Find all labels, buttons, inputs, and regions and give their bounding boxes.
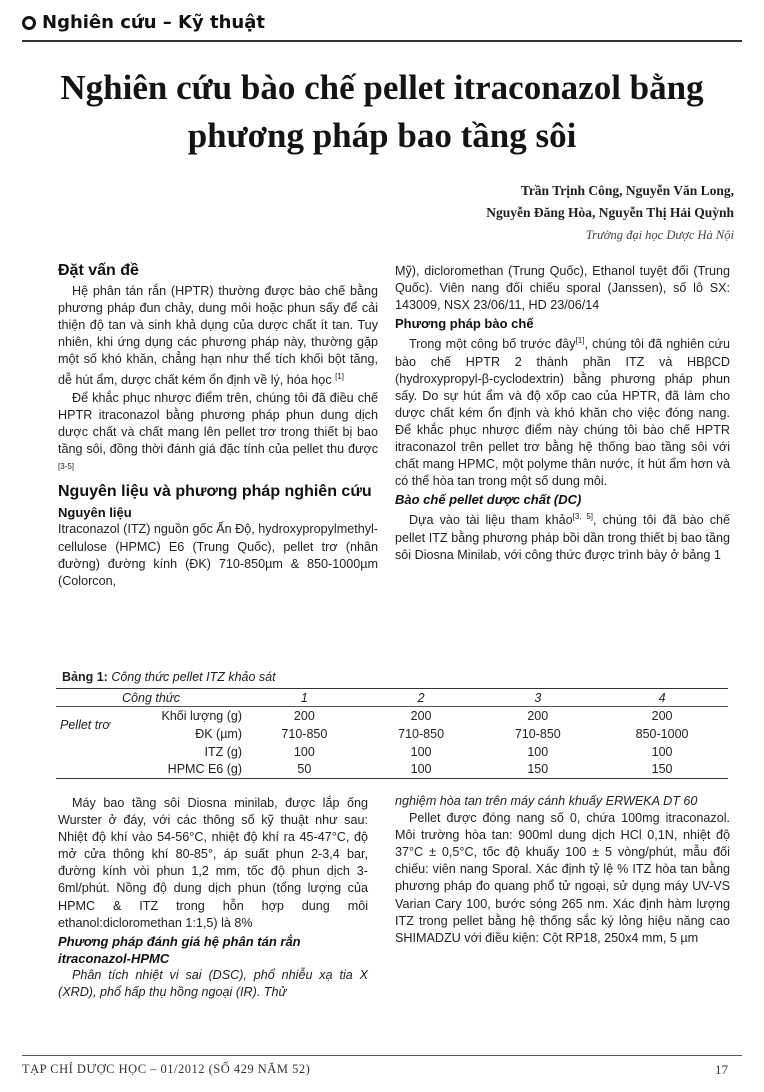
title-line-1: Nghiên cứu bào chế pellet itraconazol bằng bbox=[60, 68, 704, 107]
right-column-top bbox=[395, 263, 730, 564]
paragraph-text: Trong một công bố trước đây bbox=[409, 337, 576, 352]
table-cell: 710-850 bbox=[514, 726, 561, 741]
table-column-header: 4 bbox=[596, 689, 728, 707]
heading-materials-methods: Nguyên liệu và phương pháp nghiên cứu bbox=[58, 483, 372, 501]
right-column-bottom bbox=[395, 793, 730, 947]
heading-preparation-method: Phương pháp bào chế bbox=[395, 316, 534, 332]
left-column-top bbox=[58, 258, 378, 590]
table-caption-text: Công thức pellet ITZ khảo sát bbox=[111, 670, 276, 684]
article-title bbox=[20, 64, 744, 160]
authors-line-2: Nguyễn Đăng Hòa, Nguyễn Thị Hải Quỳnh bbox=[486, 205, 734, 220]
paragraph: nghiệm hòa tan trên máy cánh khuấy ERWEKA DT 60 bbox=[395, 794, 698, 808]
table-cell: 100 bbox=[293, 744, 315, 759]
paragraph bbox=[395, 332, 730, 490]
journal-footer: TẠP CHÍ DƯỢC HỌC – 01/2012 (SỐ 429 NĂM 52) bbox=[22, 1062, 311, 1076]
paragraph: Pellet được đóng nang số 0, chứa 100mg itraconazol. Môi trường hòa tan: 900ml dung dịch HCl 0,1N, nhiệt độ 37°C ± 0,5°C, tốc độ khuấy 100 ± 5 vòng/phút, mẫu đối chiếu: viên nang Sporal. Xác định tỷ lệ % ITZ hòa tan bằng phương pháp đo quang phổ tử ngoại, sử dụng máy UV-VS Varian Cary 100, bước sóng 265 nm. Xác định hàm lượng ITZ trong pellet bằng hệ thống sắc ký lỏng hiệu năng cao SHIMADZU với điều kiện: Cột RP18, 250x4 mm, 5 µm bbox=[395, 811, 730, 945]
citation: [3-5] bbox=[58, 462, 75, 472]
heading-introduction: Đặt vấn đề bbox=[58, 262, 139, 279]
paragraph bbox=[395, 508, 730, 563]
table-cell: 710-850 bbox=[398, 726, 445, 741]
table-cell: 100 bbox=[410, 744, 432, 759]
paragraph-text: Để khắc phục nhược điểm trên, chúng tôi đã điều chế HPTR itraconazol bằng phương pháp phun dung dịch dược chất và chất mang lên pellet trơ trong thiết bị bao tầng sôi, đồng thời đánh giá đặc tính của pellet thu được bbox=[58, 390, 378, 457]
table-header-label: Công thức bbox=[56, 689, 246, 707]
citation: [3, 5] bbox=[572, 512, 594, 522]
table-cell: 150 bbox=[479, 761, 596, 779]
citation: [1] bbox=[575, 336, 585, 346]
table-row bbox=[56, 707, 728, 725]
authors-block bbox=[314, 180, 734, 246]
section-label: Nghiên cứu – Kỹ thuật bbox=[42, 12, 265, 33]
table-caption-label: Bảng 1: bbox=[62, 670, 108, 684]
table-cell: 200 bbox=[293, 708, 315, 723]
table-row bbox=[56, 743, 728, 761]
formula-table bbox=[56, 688, 728, 779]
page-number: 17 bbox=[715, 1062, 728, 1077]
paragraph bbox=[58, 390, 378, 480]
paragraph: Phân tích nhiệt vi sai (DSC), phổ nhiễu xạ tia X (XRD), phổ hấp thụ hồng ngoại (IR). Thử bbox=[58, 967, 368, 999]
table-column-header: 3 bbox=[479, 689, 596, 707]
citation: [1] bbox=[335, 372, 345, 382]
table-cell: 100 bbox=[363, 761, 480, 779]
authors-line-1: Trần Trịnh Công, Nguyễn Văn Long, bbox=[520, 183, 734, 198]
heading-evaluation-method: Phương pháp đánh giá hệ phân tán rắn itraconazol-HPMC bbox=[58, 933, 301, 966]
table-row bbox=[56, 725, 728, 743]
paragraph: Itraconazol (ITZ) nguồn gốc Ấn Độ, hydroxypropylmethyl- cellulose (HPMC) E6 (Trung Quốc), pellet trơ (nhân đường) đường kính (ĐK) 710-850µm & 850-1000µm (Colorcon, bbox=[58, 522, 378, 588]
table-cell: 200 bbox=[651, 708, 673, 723]
table-cell: 100 bbox=[651, 744, 673, 759]
affiliation: Trường đại học Dược Hà Nội bbox=[585, 228, 734, 242]
table-row-label: ĐK (µm) bbox=[195, 726, 242, 741]
paragraph-text: , chúng tôi đã bào chế pellet ITZ bằng phương pháp bồi dần trong thiết bị bao tầng sôi Diosna Minilab, với công thức được trình bày ở bảng 1 bbox=[395, 513, 731, 562]
paragraph: Máy bao tầng sôi Diosna minilab, được lắp ống Wurster ở đáy, với các thông số kỹ thuật như sau: Nhiệt độ khí vào 54-56°C, nhiệt độ khí ra 45-47°C, độ mở cửa thông khí 80-85°, áp suất phun 2-3,4 bar, đường kính vòi phun 1,2 mm, tốc độ phun dịch 3-6ml/phút. Nồng độ dung dịch phun (tổng lượng của HPMC & ITZ trong hỗn hợp dung môi ethanol:dicloromethan 1:1,5) là 8% bbox=[58, 796, 368, 930]
paragraph: Mỹ), dicloromethan (Trung Quốc), Ethanol tuyệt đối (Trung Quốc). Viên nang đối chiếu sporal (Janssen), số lô SX: 143009, NSX 23/06/11, HD 23/06/14 bbox=[395, 264, 730, 313]
title-line-2: phương pháp bao tầng sôi bbox=[187, 116, 577, 155]
table-row-label: Khối lượng (g) bbox=[161, 708, 242, 723]
table-header-row bbox=[56, 689, 728, 707]
table-row-label: ITZ (g) bbox=[204, 744, 242, 759]
table-cell: 200 bbox=[410, 708, 432, 723]
bullet-icon bbox=[22, 16, 36, 30]
table-cell: 150 bbox=[596, 761, 728, 779]
heading-pellet-preparation: Bào chế pellet dược chất (DC) bbox=[395, 492, 582, 508]
heading-raw-materials: Nguyên liệu bbox=[58, 505, 132, 521]
table-row bbox=[56, 761, 728, 779]
table-cell: 100 bbox=[527, 744, 549, 759]
paragraph-text: , chúng tôi đã nghiên cứu bào chế HPTR 2 thành phần ITZ và HBβCD (hydroxypropyl-β-cyclodextrin) bằng phương pháp phun sấy. Do sự hút ẩm và độ xốp cao của HPTR, đã làm cho dược chất kém ổn định và khó khăn cho việc đóng nang. Để khắc phục nhược điểm này chúng tôi bào chế HPTR itraconazol trên pellet trơ bằng hệ thống bao tầng sôi với chất mang HPMC, một polyme thân nước, ít hút ẩm hơn và có thể hòa tan trong một số dung môi. bbox=[395, 337, 730, 489]
table-column-header: 2 bbox=[363, 689, 480, 707]
header-rule bbox=[22, 40, 742, 42]
left-column-bottom bbox=[58, 795, 368, 1001]
table-row-label: HPMC E6 (g) bbox=[136, 761, 246, 779]
paragraph bbox=[58, 283, 378, 390]
footer-rule bbox=[22, 1055, 742, 1056]
table-cell: 50 bbox=[246, 761, 363, 779]
table-cell: 710-850 bbox=[281, 726, 328, 741]
table-column-header: 1 bbox=[246, 689, 363, 707]
paragraph-text: Dựa vào tài liệu tham khảo bbox=[409, 513, 573, 528]
table-cell: 200 bbox=[527, 708, 549, 723]
table-group-label: Pellet trơ bbox=[60, 717, 110, 732]
paragraph-text: Hệ phân tán rắn (HPTR) thường được bào chế bằng phương pháp đun chảy, dung môi hoặc phun sấy để cải thiện độ tan và sinh khả dụng của dược chất ít tan. Tuy nhiên, khi ứng dụng các phương pháp này, thường gặp một số khó khăn, chẳng hạn như thể tích khối bột tăng, dễ hút ẩm, dược chất kém ổn định về lý, hóa học bbox=[58, 284, 378, 388]
table-cell: 850-1000 bbox=[635, 726, 689, 741]
section-header bbox=[22, 12, 265, 33]
table-caption bbox=[62, 670, 276, 684]
